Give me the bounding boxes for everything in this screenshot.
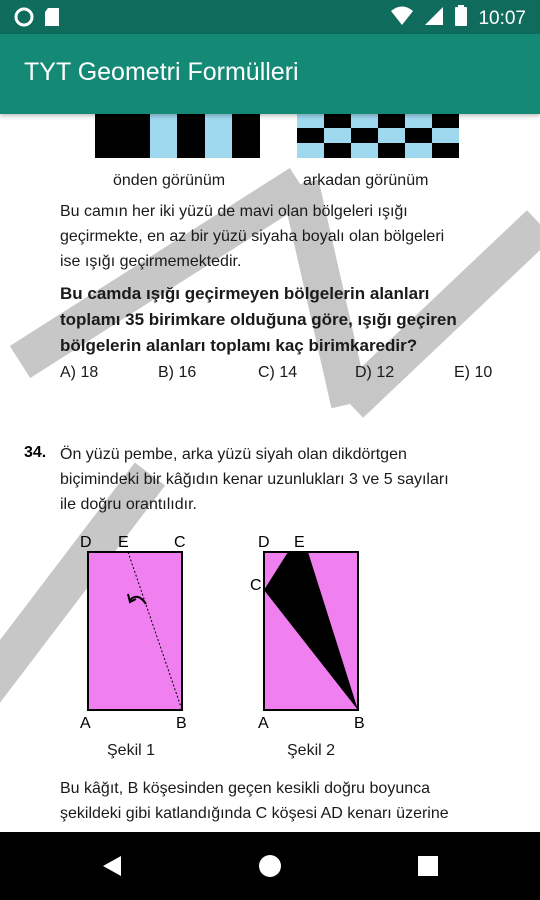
option-b-value: 16 <box>178 364 197 381</box>
app-title: TYT Geometri Formülleri <box>24 58 299 86</box>
fig1-label-e: E <box>118 534 129 551</box>
option-e <box>454 364 492 382</box>
back-button[interactable] <box>72 832 152 900</box>
recents-icon <box>417 855 439 877</box>
q33-text-line-1: Bu camın her iki yüzü de mavi olan bölgeleri ışığı <box>60 203 408 220</box>
page-content[interactable] <box>0 114 540 832</box>
circle-notification-icon <box>14 7 34 32</box>
figure-1-caption: Şekil 1 <box>107 742 156 759</box>
q34-text2-line-1: Bu kâğıt, B köşesinden geçen kesikli doğru boyunca <box>60 780 431 797</box>
fig2-label-e: E <box>294 534 305 551</box>
option-d <box>355 364 394 382</box>
front-view-figure <box>95 114 260 158</box>
q33-question-line-2: toplamı 35 birimkare olduğuna göre, ışığı geçiren <box>60 310 457 329</box>
option-c-label: C) <box>258 364 275 381</box>
option-d-label: D) <box>355 364 372 381</box>
option-a <box>60 364 98 382</box>
q33-text-line-3: ise ışığı geçirmemektedir. <box>60 253 242 270</box>
figure-2 <box>248 526 378 746</box>
q33-text-line-2: geçirmekte, en az bir yüzü siyaha boyalı olan bölgeleri <box>60 228 445 245</box>
option-e-label: E) <box>454 364 470 381</box>
q33-question-line-3: bölgelerin alanları toplamı kaç birimkaredir? <box>60 336 418 355</box>
fig2-label-a: A <box>258 715 269 732</box>
back-view-caption: arkadan görünüm <box>303 172 429 189</box>
home-icon <box>257 853 283 879</box>
status-bar <box>0 0 540 34</box>
front-view-caption: önden görünüm <box>113 172 226 189</box>
option-a-label: A) <box>60 364 76 381</box>
home-button[interactable] <box>230 832 310 900</box>
figure-1 <box>70 526 200 746</box>
q33-question-line-1: Bu camda ışığı geçirmeyen bölgelerin alanları <box>60 284 430 303</box>
fig2-label-c: C <box>250 577 262 594</box>
status-time: 10:07 <box>478 7 526 29</box>
fig1-label-b: B <box>176 715 187 732</box>
sd-card-icon <box>44 7 60 32</box>
q34-text2-line-2: şekildeki gibi katlandığında C köşesi AD kenarı üzerine <box>60 805 449 822</box>
option-b <box>158 364 196 382</box>
wifi-icon <box>390 5 414 32</box>
option-d-value: 12 <box>376 364 395 381</box>
navigation-bar <box>0 832 540 900</box>
fig1-label-d: D <box>80 534 92 551</box>
option-a-value: 18 <box>80 364 99 381</box>
fig1-label-c: C <box>174 534 186 551</box>
q34-number: 34. <box>24 444 47 461</box>
battery-icon <box>454 5 468 32</box>
option-c <box>258 364 297 382</box>
option-b-label: B) <box>158 364 174 381</box>
fig2-label-d: D <box>258 534 270 551</box>
app-bar <box>0 34 540 114</box>
option-e-value: 10 <box>474 364 493 381</box>
q34-text-line-3: ile doğru orantılıdır. <box>60 496 197 513</box>
figure-2-caption: Şekil 2 <box>287 742 336 759</box>
fig1-label-a: A <box>80 715 91 732</box>
signal-icon <box>424 5 444 32</box>
fig2-label-b: B <box>354 715 365 732</box>
q34-text-line-2: biçimindeki bir kâğıdın kenar uzunlukları 3 ve 5 sayıları <box>60 471 449 488</box>
option-c-value: 14 <box>279 364 298 381</box>
back-view-figure <box>297 114 459 158</box>
recents-button[interactable] <box>388 832 468 900</box>
back-icon <box>101 854 123 878</box>
q34-text-line-1: Ön yüzü pembe, arka yüzü siyah olan dikdörtgen <box>60 446 407 463</box>
